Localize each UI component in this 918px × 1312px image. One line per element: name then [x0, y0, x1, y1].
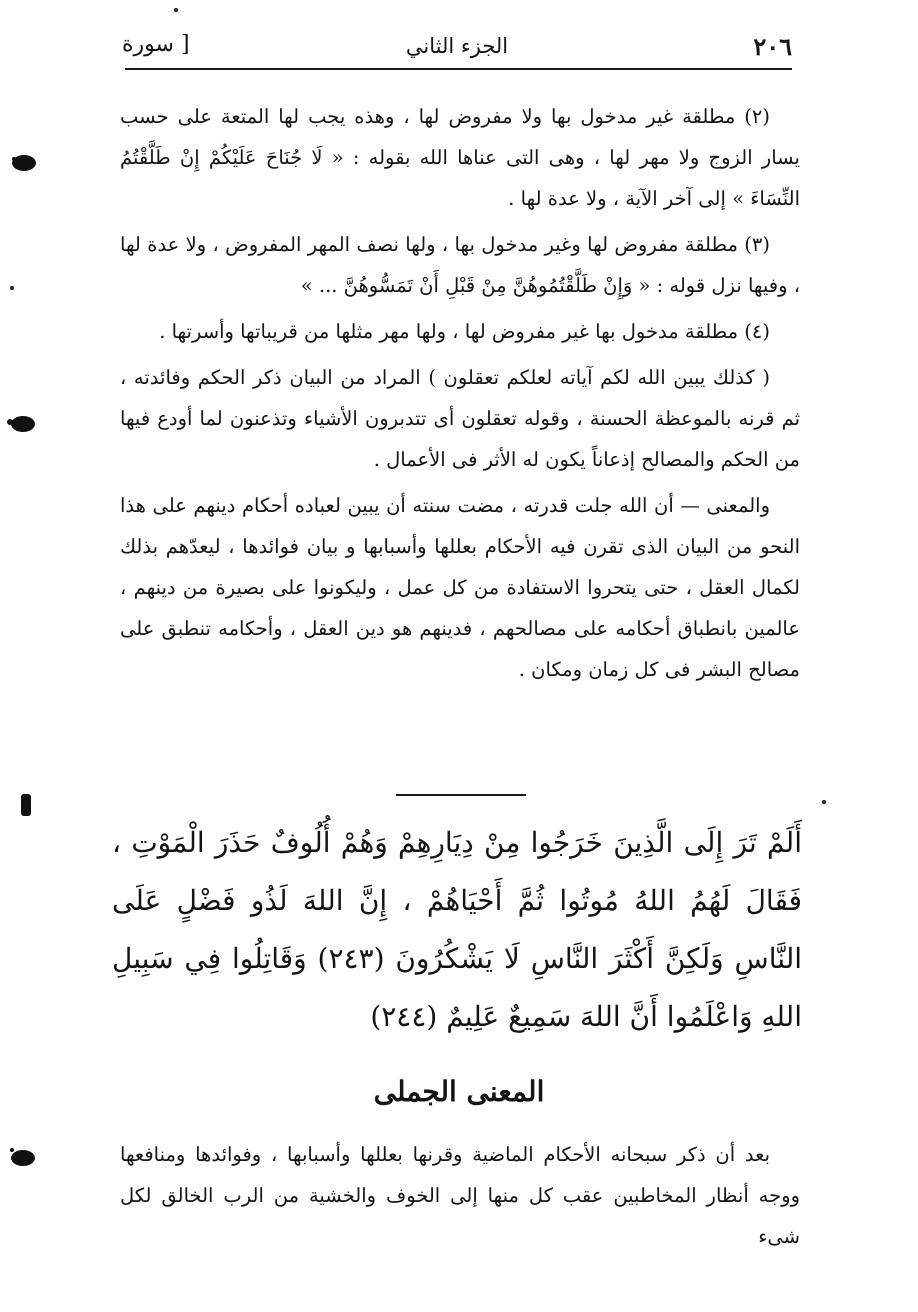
- paragraph-explanation: ( كذلك يبين الله لكم آياته لعلكم تعقلون ) المراد من البيان ذكر الحكم وفائدته ، ثم قرنه بالموعظة الحسنة ، وقوله تعقلون أى تتدبرون الأشياء وتذعنون لما أودع فيها من الحكم والمصالح إذعاناً يكون له الأثر فى الأعمال .: [120, 366, 800, 471]
- paragraph-case-4: (٤) مطلقة مدخول بها غير مفروض لها ، ولها مهر مثلها من قريباتها وأسرتها .: [159, 320, 770, 343]
- paragraph-meaning: والمعنى — أن الله جلت قدرته ، مضت سنته أن يبين لعباده أحكام دينهم على هذا النحو من البيان الذى تقرن فيه الأحكام بعللها وأسبابها و بيان فوائدها ، ليعدّهم بذلك لكمال العقل ، حتى يتحروا الاستفادة من كل عمل ، وليكونوا على بصيرة من دينهم ، عالمين بانطباق أحكامه على مصالحهم ، فدينهم هو دين العقل ، وأحكامه تنطبق على مصالح البشر فى كل زمان ومكان .: [120, 494, 800, 681]
- ink-blot-mark: [8, 150, 38, 176]
- section-divider: [396, 794, 526, 796]
- ink-blot-mark: [4, 1142, 38, 1170]
- ink-speck: [174, 8, 178, 12]
- running-title: الجزء الثاني: [405, 34, 509, 58]
- ink-blot-mark: [15, 790, 37, 820]
- paragraph-case-3: (٣) مطلقة مفروض لها وغير مدخول بها ، ولها نصف المهر المفروض ، ولا عدة لها ، وفيها نزل قوله : « وَإِنْ طَلَّقْتُمُوهُنَّ مِنْ قَبْلِ أَنْ تَمَسُّوهُنَّ ... »: [120, 233, 800, 297]
- quran-verses: أَلَمْ تَرَ إِلَى الَّذِينَ خَرَجُوا مِنْ دِيَارِهِمْ وَهُمْ أُلُوفٌ حَذَرَ الْمَوْتِ ، فَقَالَ لَهُمُ اللهُ مُوتُوا ثُمَّ أَحْيَاهُمْ ، إِنَّ اللهَ لَذُو فَضْلٍ عَلَى النَّاسِ وَلَكِنَّ أَكْثَرَ النَّاسِ لَا يَشْكُرُونَ (٢٤٣) وَقَاتِلُوا فِي سَبِيلِ اللهِ وَاعْلَمُوا أَنَّ اللهَ سَمِيعٌ عَلِيمٌ (٢٤٤): [112, 826, 803, 1033]
- header-rule: [125, 68, 792, 70]
- ink-blot-mark: [4, 410, 38, 438]
- paragraph-case-2: (٢) مطلقة غير مدخول بها ولا مفروض لها ، وهذه يجب لها المتعة على حسب يسار الزوج ولا مهر لها ، وهى التى عناها الله بقوله : « لَا جُنَاحَ عَلَيْكُمْ إِنْ طَلَّقْتُمُ النِّسَاءَ » إلى آخر الآية ، ولا عدة لها .: [120, 105, 800, 210]
- section-heading: المعنى الجملى: [373, 1075, 545, 1108]
- page-header: [122, 28, 792, 68]
- ink-speck: [10, 286, 14, 290]
- closing-paragraph: بعد أن ذكر سبحانه الأحكام الماضية وقرنها بعللها وأسبابها ، وفوائدها ومنافعها ووجه أنظار المخاطبين عقب كل منها إلى الخوف والخشية من الرب الخالق لكل شىء: [120, 1143, 800, 1248]
- ink-speck: [822, 800, 826, 804]
- page-number: ٢٠٦: [753, 32, 792, 61]
- commentary-text: [120, 96, 800, 690]
- surah-label: [ سورة: [122, 32, 190, 57]
